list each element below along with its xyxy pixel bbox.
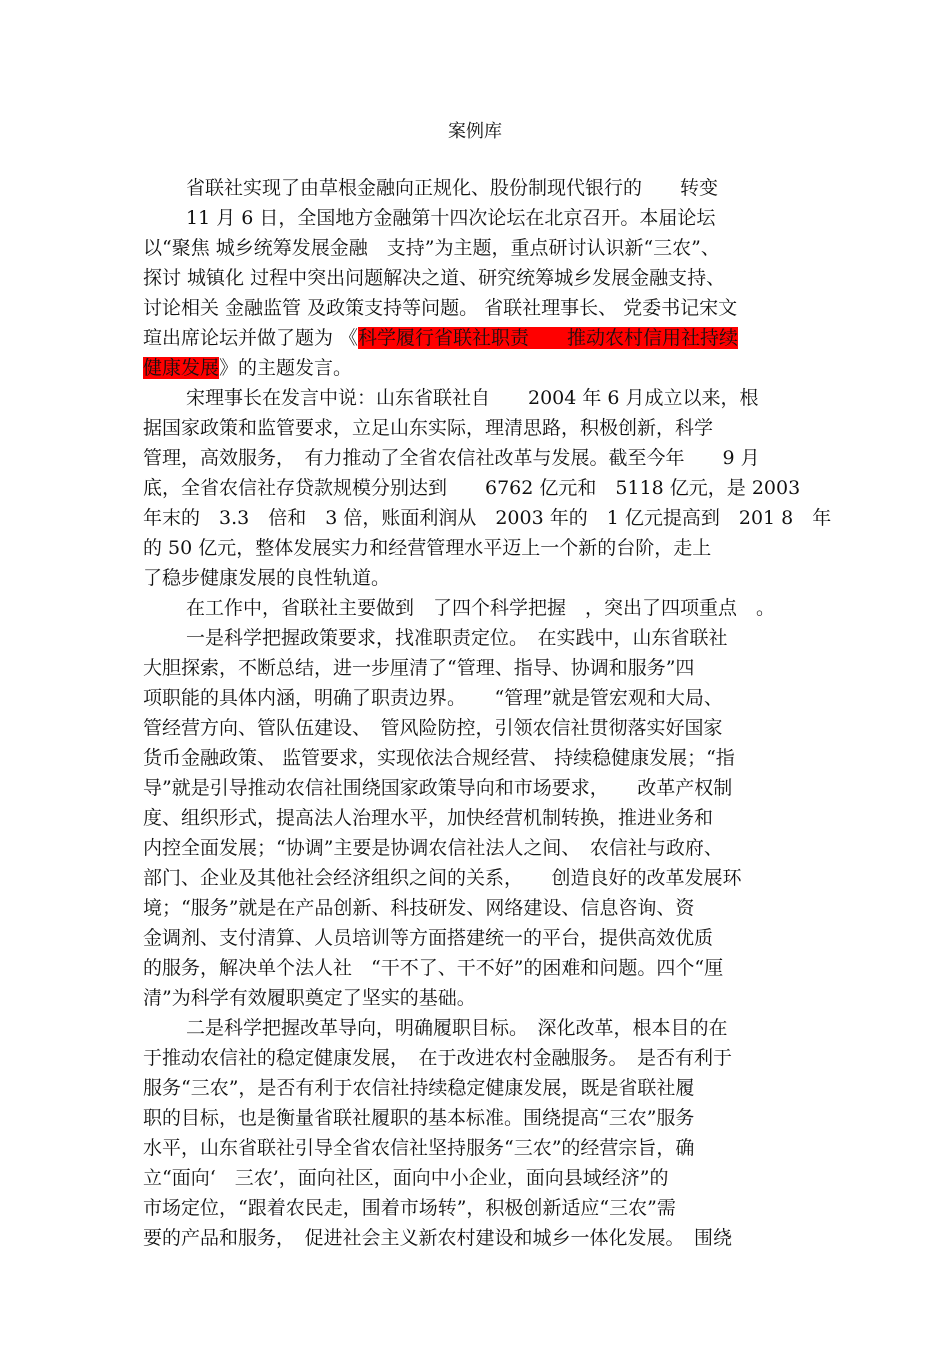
highlighted-title: 科学履行省联社职责 推动农村信用社持续 — [358, 327, 739, 349]
text-line: 年末的 3.3 倍和 3 倍，账面利润从 2003 年的 1 亿元提高到 201 8 年 — [143, 507, 832, 529]
text-line: 管理，高效服务， 有力推动了全省农信社改革与发展。截至今年 9 月 — [143, 447, 760, 469]
text-line: 导”就是引导推动农信社围绕国家政策导向和市场要求， 改革产权制 — [143, 777, 733, 799]
text-line: 市场定位，“跟着农民走，围着市场转”，积极创新适应“三农”需 — [143, 1197, 676, 1219]
text-segment: 》的主题发言。 — [219, 357, 353, 379]
text-line: 立“面向‘ 三农’，面向社区，面向中小企业，面向县域经济”的 — [143, 1167, 669, 1189]
text-line: 水平，山东省联社引导全省农信社坚持服务“三农”的经营宗旨，确 — [143, 1137, 695, 1159]
text-line: 大胆探索，不断总结，进一步厘清了“管理、指导、协调和服务”四 — [143, 657, 695, 679]
text-line-with-highlight — [143, 353, 352, 383]
text-line: 于推动农信社的稳定健康发展， 在于改进农村金融服务。 是否有利于 — [143, 1047, 733, 1069]
text-line: 管经营方向、管队伍建设、 管风险防控，引领农信社贯彻落实好国家 — [143, 717, 723, 739]
text-line: 清”为科学有效履职奠定了坚实的基础。 — [143, 987, 476, 1009]
text-segment: 瑄出席论坛并做了题为 《 — [143, 327, 359, 349]
article-heading: 省联社实现了由草根金融向正规化、股份制现代银行的 转变 — [186, 177, 719, 199]
text-line: 部门、企业及其他社会经济组织之间的关系， 创造良好的改革发展环 — [143, 867, 742, 889]
text-line: 了稳步健康发展的良性轨道。 — [143, 567, 391, 589]
text-line: 探讨 城镇化 过程中突出问题解决之道、研究统筹城乡发展金融支持、 — [143, 267, 726, 289]
text-line-with-highlight — [143, 323, 738, 353]
text-line: 据国家政策和监管要求，立足山东实际，理清思路，积极创新，科学 — [143, 417, 714, 439]
text-line: 宋理事长在发言中说：山东省联社自 2004 年 6 月成立以来，根 — [186, 387, 759, 409]
text-line: 职的目标，也是衡量省联社履职的基本标准。围绕提高“三农”服务 — [143, 1107, 695, 1129]
page-title: 案例库 — [448, 121, 502, 142]
text-line: 服务“三农”，是否有利于农信社持续稳定健康发展，既是省联社履 — [143, 1077, 695, 1099]
text-line: 境；“服务”就是在产品创新、科技研发、网络建设、信息咨询、资 — [143, 897, 695, 919]
text-line: 一是科学把握政策要求，找准职责定位。 在实践中，山东省联社 — [186, 627, 728, 649]
text-line: 度、组织形式，提高法人治理水平，加快经营机制转换，推进业务和 — [143, 807, 714, 829]
text-line: 的 50 亿元，整体发展实力和经营管理水平迈上一个新的台阶，走上 — [143, 537, 712, 559]
text-line: 以“聚焦 城乡统筹发展金融 支持”为主题，重点研讨认识新“三农”、 — [143, 237, 720, 259]
text-line: 货币金融政策、 监管要求，实现依法合规经营、 持续稳健康发展；“指 — [143, 747, 735, 769]
highlighted-title-cont: 健康发展 — [143, 357, 220, 379]
text-line: 底，全省农信社存贷款规模分别达到 6762 亿元和 5118 亿元，是 2003 — [143, 477, 801, 499]
text-line: 的服务，解决单个法人社 “干不了、干不好”的困难和问题。四个“厘 — [143, 957, 724, 979]
text-line: 项职能的具体内涵，明确了职责边界。 “管理”就是管宏观和大局、 — [143, 687, 723, 709]
text-line: 二是科学把握改革导向，明确履职目标。 深化改革，根本目的在 — [186, 1017, 728, 1039]
text-line: 内控全面发展；“协调”主要是协调农信社法人之间、 农信社与政府、 — [143, 837, 723, 859]
text-line: 要的产品和服务， 促进社会主义新农村建设和城乡一体化发展。 围绕 — [143, 1227, 733, 1249]
text-line: 11 月 6 日，全国地方金融第十四次论坛在北京召开。本届论坛 — [186, 207, 716, 229]
text-line: 金调剂、支付清算、人员培训等方面搭建统一的平台，提供高效优质 — [143, 927, 714, 949]
text-line: 在工作中，省联社主要做到 了四个科学把握 ，突出了四项重点 。 — [186, 597, 776, 619]
text-line: 讨论相关 金融监管 及政策支持等问题。 省联社理事长、 党委书记宋文 — [143, 297, 738, 319]
